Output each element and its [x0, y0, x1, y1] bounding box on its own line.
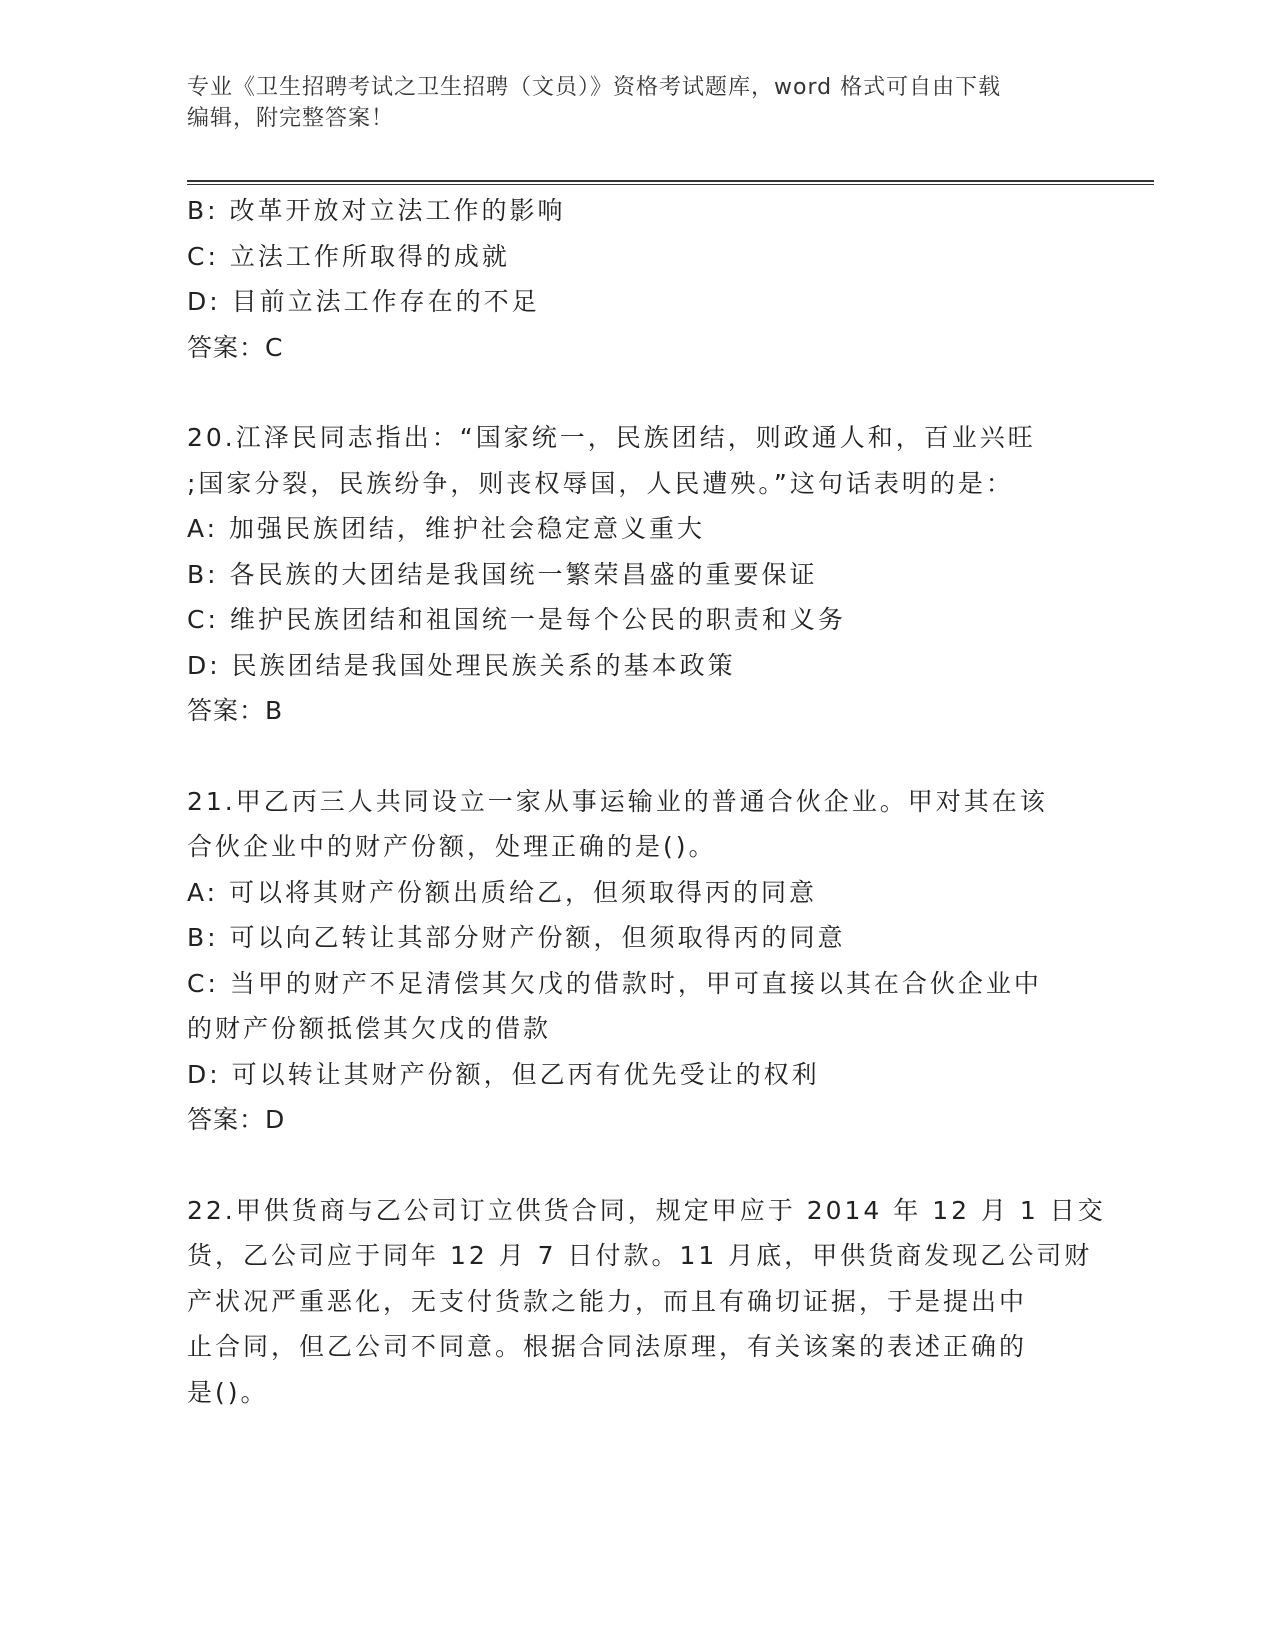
option-d: D: 可以转让其财产份额，但乙丙有优先受让的权利 — [187, 1059, 820, 1089]
question-20 — [187, 415, 1087, 734]
option-a: A: 加强民族团结，维护社会稳定意义重大 — [187, 514, 706, 543]
option-d: D: 民族团结是我国处理民族关系的基本政策 — [187, 650, 736, 680]
question-stem-line: ;国家分裂，民族纷争，则丧权辱国，人民遭殃。”这句话表明的是： — [187, 468, 1014, 498]
option-b: B: 改革开放对立法工作的影响 — [187, 196, 566, 225]
header-line-1: 专业《卫生招聘考试之卫生招聘（文员）》资格考试题库，word 格式可自由下载 — [187, 75, 1002, 100]
question-stem-line: 20.江泽民同志指出：“国家统一，民族团结，则政通人和，百业兴旺 — [187, 423, 1036, 452]
option-c-continued: 的财产份额抵偿其欠戊的借款 — [187, 1014, 552, 1043]
question-stem-line: 货，乙公司应于同年 12 月 7 日付款。11 月底，甲供货商发现乙公司财 — [187, 1241, 1093, 1270]
question-stem-line: 是()。 — [187, 1377, 269, 1407]
option-d: D: 目前立法工作存在的不足 — [187, 287, 540, 316]
header-line-2: 编辑，附完整答案！ — [187, 106, 395, 131]
question-22 — [187, 1188, 1106, 1416]
header-divider — [187, 180, 1154, 185]
question-stem-line: 21.甲乙丙三人共同设立一家从事运输业的普通合伙企业。甲对其在该 — [187, 786, 1048, 816]
document-body — [187, 188, 1106, 1415]
option-c: C: 立法工作所取得的成就 — [187, 241, 510, 271]
question-stem-line: 产状况严重恶化，无支付货款之能力，而且有确切证据，于是提出中 — [187, 1286, 1028, 1316]
option-a: A: 可以将其财产份额出质给乙，但须取得丙的同意 — [187, 877, 818, 907]
option-b: B: 可以向乙转让其部分财产份额，但须取得丙的同意 — [187, 923, 846, 952]
answer: 答案：C — [187, 332, 284, 362]
question-stem-line: 22.甲供货商与乙公司订立供货合同，规定甲应于 2014 年 12 月 1 日交 — [187, 1195, 1106, 1225]
question-stem-line: 止合同，但乙公司不同意。根据合同法原理，有关该案的表述正确的 — [187, 1332, 1028, 1361]
document-header — [187, 72, 1067, 134]
option-c: C: 维护民族团结和祖国统一是每个公民的职责和义务 — [187, 605, 846, 634]
answer: 答案：D — [187, 1105, 286, 1134]
option-b: B: 各民族的大团结是我国统一繁荣昌盛的重要保证 — [187, 559, 818, 589]
answer: 答案：B — [187, 696, 284, 725]
question-21 — [187, 779, 1087, 1143]
option-c: C: 当甲的财产不足清偿其欠戊的借款时，甲可直接以其在合伙企业中 — [187, 968, 1042, 998]
question-stem-line: 合伙企业中的财产份额，处理正确的是()。 — [187, 832, 717, 861]
question-19-tail — [187, 188, 1087, 370]
